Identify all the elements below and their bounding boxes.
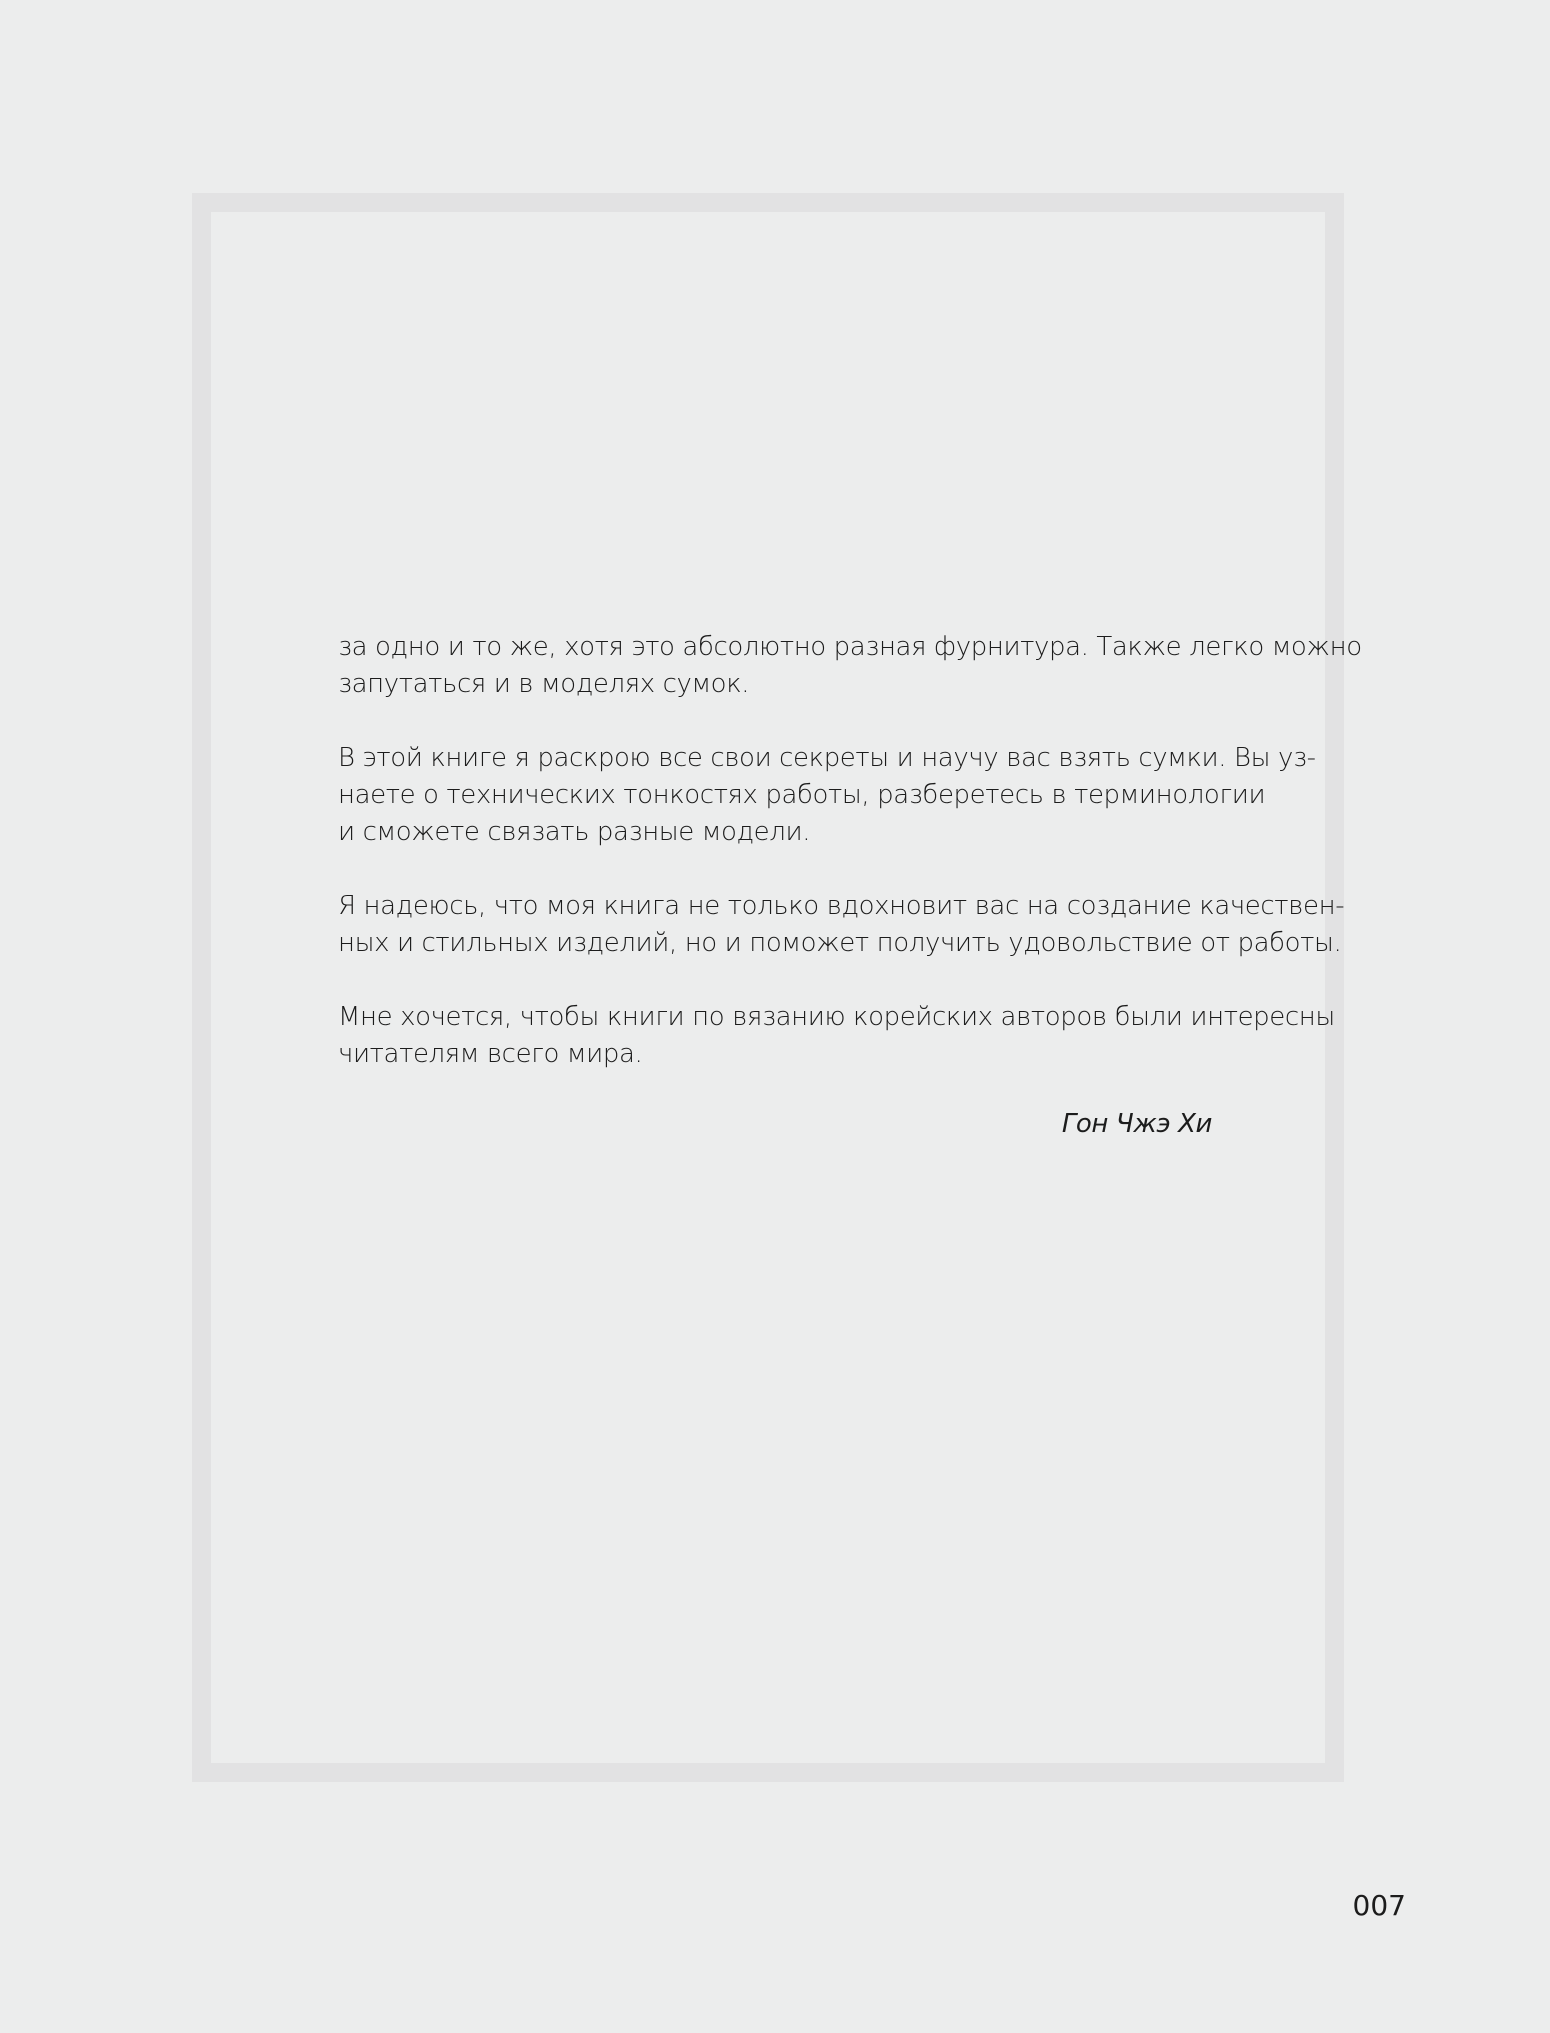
text-line: за одно и то же, хотя это абсолютно разная фурнитура. Также легко можно (338, 632, 1362, 662)
text-line: В этой книге я раскрою все свои секреты и научу вас взять сумки. Вы уз- (338, 743, 1316, 773)
text-line: ных и стильных изделий, но и поможет получить удовольствие от работы. (338, 928, 1342, 958)
paragraph-2 (338, 740, 1316, 851)
paragraph-1 (338, 629, 1362, 703)
text-line: читателям всего мира. (338, 1039, 643, 1069)
page-number: 007 (1352, 1889, 1406, 1922)
body-text (338, 629, 1362, 1143)
text-line: Мне хочется, чтобы книги по вязанию корейских авторов были интересны (338, 1002, 1335, 1032)
text-line: наете о технических тонкостях работы, разберетесь в терминологии (338, 780, 1266, 810)
paragraph-3 (338, 888, 1345, 962)
paragraph-4 (338, 999, 1335, 1073)
text-line: и сможете связать разные модели. (338, 817, 811, 847)
author-signature: Гон Чжэ Хи (1061, 1109, 1212, 1139)
text-line: запутаться и в моделях сумок. (338, 669, 750, 699)
text-line: Я надеюсь, что моя книга не только вдохновит вас на создание качествен- (338, 891, 1345, 921)
